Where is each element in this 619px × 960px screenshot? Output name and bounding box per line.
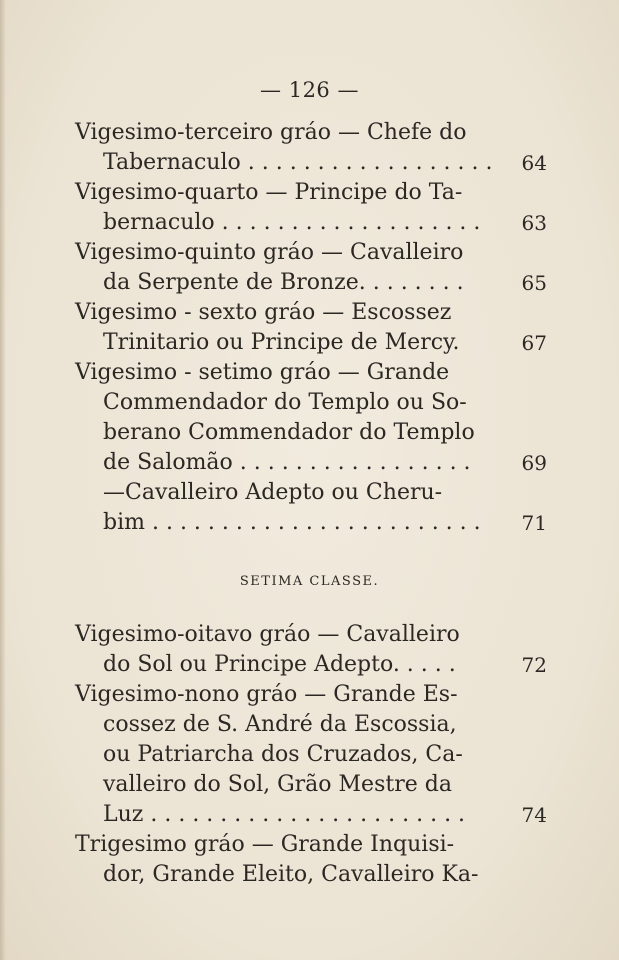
entry-text: Vigesimo - setimo gráo — Grande	[75, 360, 450, 385]
section-heading: SETIMA CLASSE.	[239, 574, 380, 589]
entry-page-number: 74	[521, 803, 547, 827]
index-line	[75, 650, 547, 680]
entry-text: Trigesimo gráo — Grande Inquisi-	[75, 832, 455, 857]
entry-text: Tabernaculo . . . . . . . . . . . . . . . . . .	[103, 150, 493, 175]
entry-text: da Serpente de Bronze. . . . . . . .	[103, 270, 464, 295]
index-line	[75, 800, 547, 830]
index-line	[75, 448, 547, 478]
index-line	[75, 388, 547, 418]
entry-text: Vigesimo-quinto gráo — Cavalleiro	[75, 240, 464, 265]
index-line	[75, 770, 547, 800]
index-line	[75, 418, 547, 448]
index-line	[75, 830, 547, 860]
entry-page-number: 67	[521, 331, 547, 355]
entry-text: —Cavalleiro Adepto ou Cheru-	[103, 480, 443, 505]
index-line	[75, 148, 547, 178]
entry-text: valleiro do Sol, Grão Mestre da	[103, 772, 452, 797]
index-line	[75, 178, 547, 208]
index-line	[75, 680, 547, 710]
entry-page-number: 64	[521, 151, 547, 175]
index-line	[75, 268, 547, 298]
entry-text: Vigesimo - sexto gráo — Escossez	[75, 300, 452, 325]
entry-text: Vigesimo-quarto — Principe do Ta-	[75, 180, 463, 205]
index-line	[75, 860, 547, 890]
index-line	[75, 478, 547, 508]
entry-page-number: 65	[521, 271, 547, 295]
entry-text: Vigesimo-terceiro gráo — Chefe do	[75, 120, 467, 145]
index-line	[75, 620, 547, 650]
entry-text: berano Commendador do Templo	[103, 420, 475, 445]
entry-page-number: 69	[521, 451, 547, 475]
entry-page-number: 71	[521, 511, 547, 535]
entry-text: dor, Grande Eleito, Cavalleiro Ka-	[103, 862, 479, 887]
index-line	[75, 508, 547, 538]
entry-text: Vigesimo-nono gráo — Grande Es-	[75, 682, 458, 707]
entry-page-number: 63	[521, 211, 547, 235]
entry-text: bim . . . . . . . . . . . . . . . . . . . . . . . .	[103, 510, 481, 535]
entry-text: Luz . . . . . . . . . . . . . . . . . . . . . . .	[103, 802, 466, 827]
entry-text: cossez de S. André da Escossia,	[103, 712, 457, 737]
index-line	[75, 118, 547, 148]
index-line	[75, 238, 547, 268]
index-entries-upper	[75, 118, 547, 538]
entry-page-number: 72	[521, 653, 547, 677]
entry-text: Vigesimo-oitavo gráo — Cavalleiro	[75, 622, 460, 647]
index-line	[75, 298, 547, 328]
index-line	[75, 358, 547, 388]
index-entries-lower	[75, 620, 547, 890]
page-edge-shadow	[0, 0, 6, 960]
page-number: — 126 —	[260, 78, 359, 102]
entry-text: do Sol ou Principe Adepto. . . . .	[103, 652, 456, 677]
entry-text: Commendador do Templo ou So-	[103, 390, 467, 415]
entry-text: de Salomão . . . . . . . . . . . . . . . . .	[103, 450, 471, 475]
entry-text: Trinitario ou Principe de Mercy.	[103, 330, 460, 355]
index-line	[75, 328, 547, 358]
index-line	[75, 208, 547, 238]
index-line	[75, 740, 547, 770]
index-line	[75, 710, 547, 740]
entry-text: bernaculo . . . . . . . . . . . . . . . . . . .	[103, 210, 481, 235]
entry-text: ou Patriarcha dos Cruzados, Ca-	[103, 742, 463, 767]
